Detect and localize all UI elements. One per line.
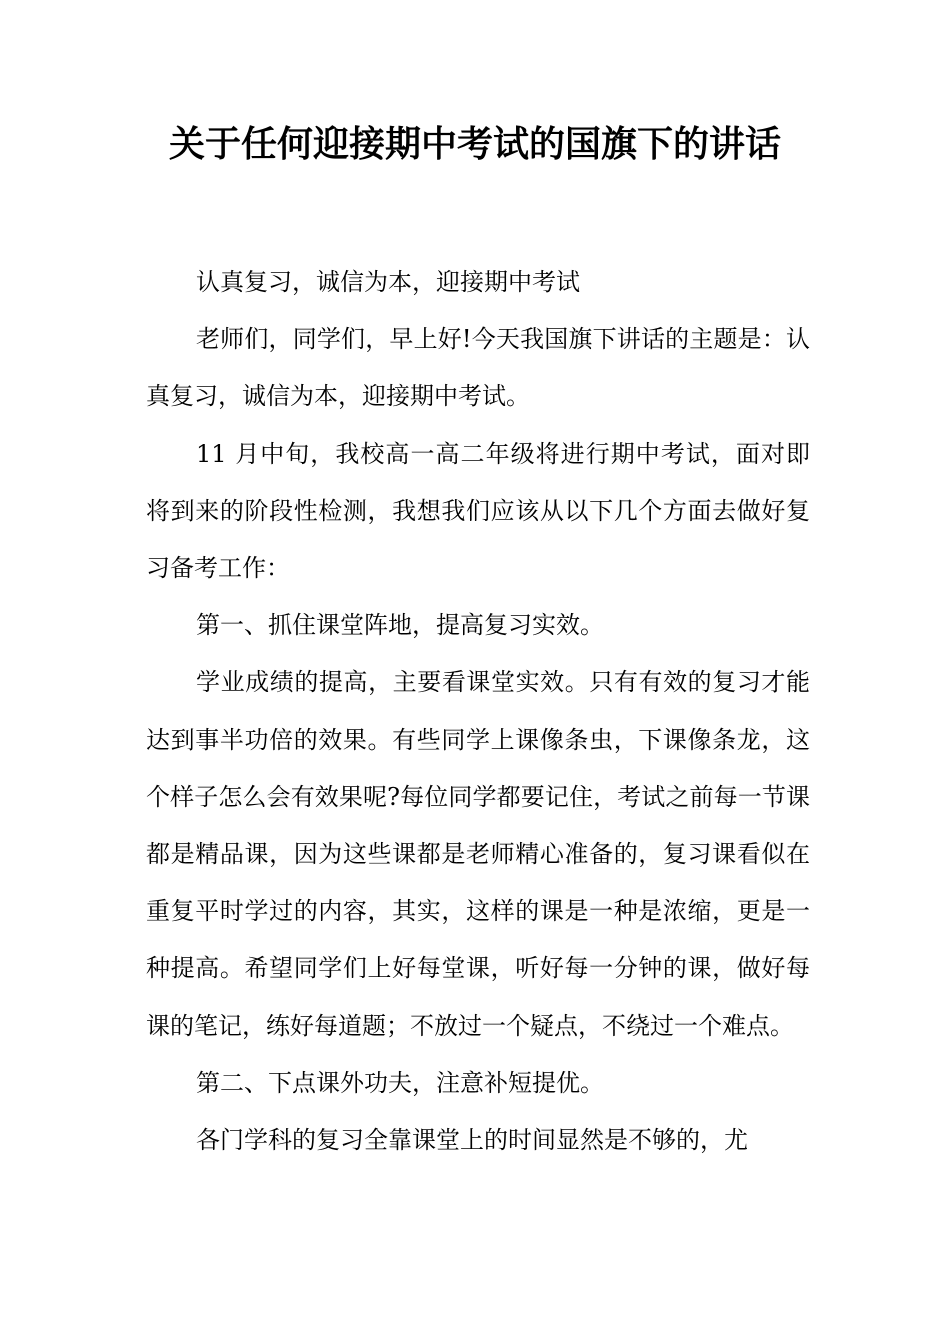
document-body [146,254,810,1169]
paragraph-point-two-body: 各门学科的复习全靠课堂上的时间显然是不够的，尤 [196,1126,748,1155]
paragraph-point-one-heading: 第一、抓住课堂阵地，提高复习实效。 [196,611,604,640]
paragraph-intro: 11 月中旬，我校高一高二年级将进行期中考试，面对即将到来的阶段性检测，我想我们应该从以下几个方面去做好复习备考工作： [146,439,810,583]
page-title: 关于任何迎接期中考试的国旗下的讲话 [168,123,781,165]
paragraph-greeting: 老师们，同学们，早上好!今天我国旗下讲话的主题是：认真复习，诚信为本，迎接期中考试。 [146,325,810,411]
paragraph-point-one-body: 学业成绩的提高，主要看课堂实效。只有有效的复习才能达到事半功倍的效果。有些同学上课像条虫，下课像条龙，这个样子怎么会有效果呢?每位同学都要记住，考试之前每一节课都是精品课，因为这些课都是老师精心准备的，复习课看似在重复平时学过的内容，其实，这样的课是一种是浓缩，更是一种提高。希望同学们上好每堂课，听好每一分钟的课，做好每课的笔记，练好每道题；不放过一个疑点，不绕过一个难点。 [146,668,810,1040]
paragraph-subtitle: 认真复习，诚信为本，迎接期中考试 [196,268,580,296]
paragraph-point-two-heading: 第二、下点课外功夫，注意补短提优。 [196,1068,604,1097]
